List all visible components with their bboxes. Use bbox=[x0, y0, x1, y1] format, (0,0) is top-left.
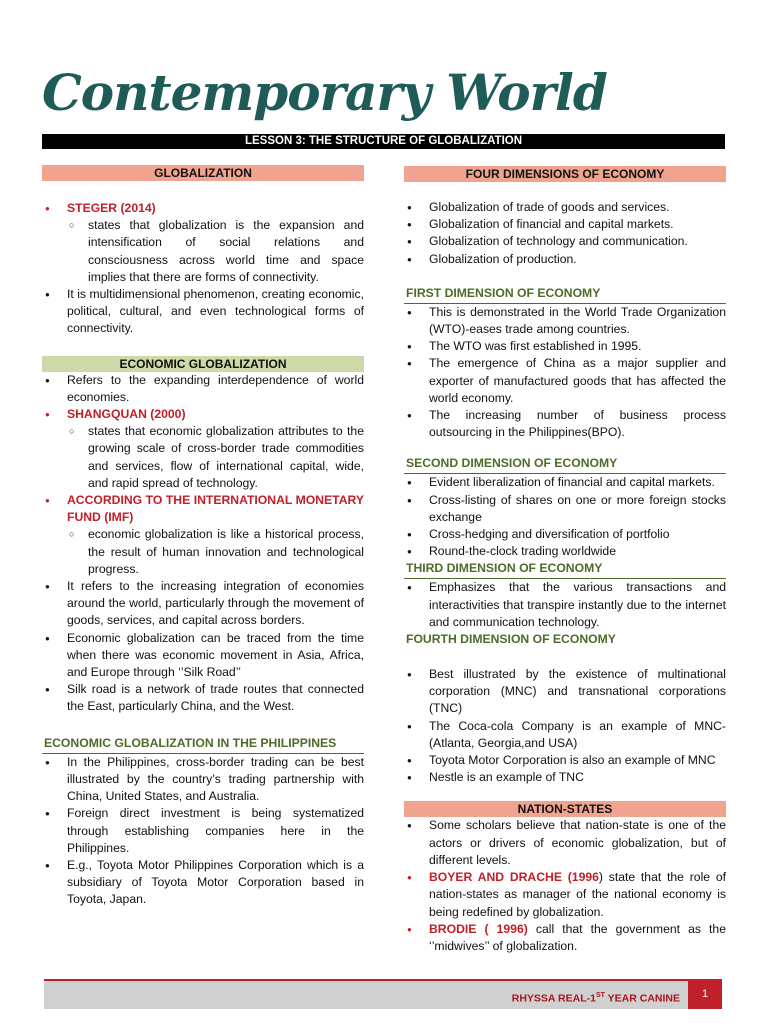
list-item: ● Economic globalization can be traced from the time when there was economic movement in Asia, Africa, and Europe through ‘’Silk Road’’ bbox=[42, 630, 364, 682]
list-item: ● Cross-hedging and diversification of portfolio bbox=[404, 526, 726, 543]
globalization-header: GLOBALIZATION bbox=[42, 165, 364, 181]
list-item: ● Emphasizes that the various transactions and interactivities that transpire instantly due to the internet and communication technology. bbox=[404, 579, 726, 631]
list-item bbox=[42, 492, 364, 526]
first-dimension-list bbox=[404, 304, 726, 442]
imf-label: ACCORDING TO THE INTERNATIONAL MONETARY FUND (IMF) bbox=[67, 493, 364, 525]
page-number: 1 bbox=[688, 979, 722, 1009]
lesson-banner: LESSON 3: THE STRUCTURE OF GLOBALIZATION bbox=[42, 134, 725, 149]
footer-author bbox=[512, 989, 680, 1006]
philippines-list bbox=[42, 754, 364, 909]
list-item: ● Foreign direct investment is being systematized through establishing companies here in the Philippines. bbox=[42, 805, 364, 857]
list-item: ● Best illustrated by the existence of multinational corporation (MNC) and transnational corporations (TNC) bbox=[404, 666, 726, 718]
list-item: ● Refers to the expanding interdependence of world economies. bbox=[42, 372, 364, 406]
list-item bbox=[404, 921, 726, 955]
list-item: ● In the Philippines, cross-border trading can be best illustrated by the country’s trading partnership with China, United States, and Australia. bbox=[42, 754, 364, 806]
list-item: ● Globalization of financial and capital markets. bbox=[404, 216, 726, 233]
globalization-list bbox=[42, 200, 364, 338]
fourth-dimension-header: FOURTH DIMENSION OF ECONOMY bbox=[406, 632, 616, 647]
fourth-dimension-list bbox=[404, 666, 726, 786]
list-item bbox=[42, 406, 364, 423]
third-dimension-list bbox=[404, 579, 726, 631]
list-item: ● Cross-listing of shares on one or more foreign stocks exchange bbox=[404, 492, 726, 526]
boyer-drache-text: ) state that the role of nation-states as manager of the national economy is being redefined by globalization. bbox=[429, 870, 726, 919]
nation-states-header: NATION-STATES bbox=[404, 801, 726, 817]
list-item: ● E.g., Toyota Motor Philippines Corporation which is a subsidiary of Toyota Motor Corporation based in Toyota, Japan. bbox=[42, 857, 364, 909]
right-column bbox=[404, 160, 726, 955]
brodie-text: call that the government as the ‘’midwives’’ of globalization. bbox=[429, 921, 726, 953]
author-year: YEAR CANINE bbox=[604, 992, 680, 1005]
second-dimension-list bbox=[404, 474, 726, 560]
list-item: ● Silk road is a network of trade routes that connected the East, particularly China, and the West. bbox=[42, 681, 364, 715]
list-item: ● Nestle is an example of TNC bbox=[404, 769, 726, 786]
first-dimension-header: FIRST DIMENSION OF ECONOMY bbox=[404, 285, 726, 304]
list-item: ● It refers to the increasing integration of economies around the world, particularly through the movement of goods, services, and capital across borders. bbox=[42, 578, 364, 630]
economic-globalization-header: ECONOMIC GLOBALIZATION bbox=[42, 356, 364, 372]
list-item: ● It is multidimensional phenomenon, creating economic, political, cultural, and even technological forms of connectivity. bbox=[42, 286, 364, 338]
list-item: ● Round-the-clock trading worldwide bbox=[404, 543, 726, 560]
list-item: ● This is demonstrated in the World Trade Organization (WTO)-eases trade among countries. bbox=[404, 304, 726, 338]
shangquan-label: SHANGQUAN (2000) bbox=[67, 407, 186, 422]
nation-states-list bbox=[404, 817, 726, 955]
list-item: ● The WTO was first established in 1995. bbox=[404, 338, 726, 355]
list-item bbox=[42, 200, 364, 217]
list-item: ○ states that globalization is the expansion and intensification of social relations and consciousness across world time and space implies that there are forms of connectivity. bbox=[42, 217, 364, 286]
four-dimensions-list bbox=[404, 199, 726, 268]
four-dimensions-header: FOUR DIMENSIONS OF ECONOMY bbox=[404, 166, 726, 182]
philippines-header: ECONOMIC GLOBALIZATION IN THE PHILIPPINES bbox=[42, 735, 364, 754]
list-item: ● Globalization of production. bbox=[404, 251, 726, 268]
boyer-drache-label: BOYER AND DRACHE (1996 bbox=[429, 870, 599, 885]
list-item: ○ states that economic globalization attributes to the growing scale of cross-border trade commodities and services, flow of international capital, wide, and rapid spread of technology. bbox=[42, 423, 364, 492]
footer-bar bbox=[44, 979, 722, 1009]
list-item: ● Some scholars believe that nation-state is one of the actors or drivers of economic globalization, but of different levels. bbox=[404, 817, 726, 869]
third-dimension-header: THIRD DIMENSION OF ECONOMY bbox=[404, 560, 726, 579]
list-item: ○ economic globalization is like a historical process, the result of human innovation and technological progress. bbox=[42, 526, 364, 578]
list-item: ● The Coca-cola Company is an example of MNC- (Atlanta, Georgia,and USA) bbox=[404, 718, 726, 752]
document-title: Contemporary World bbox=[42, 63, 607, 122]
left-column bbox=[42, 160, 364, 909]
economic-globalization-list bbox=[42, 372, 364, 716]
steger-label: STEGER (2014) bbox=[67, 201, 156, 215]
list-item: ● The increasing number of business process outsourcing in the Philippines(BPO). bbox=[404, 407, 726, 441]
list-item: ● Globalization of technology and communication. bbox=[404, 233, 726, 250]
author-ordinal: ST bbox=[595, 992, 605, 999]
list-item: ● Toyota Motor Corporation is also an example of MNC bbox=[404, 752, 726, 769]
list-item: ● Evident liberalization of financial and capital markets. bbox=[404, 474, 726, 491]
list-item: ● The emergence of China as a major supplier and exporter of manufactured goods that has affected the world economy. bbox=[404, 355, 726, 407]
list-item: ● Globalization of trade of goods and services. bbox=[404, 199, 726, 216]
brodie-label: BRODIE ( 1996) bbox=[429, 921, 528, 936]
author-name: RHYSSA REAL-1 bbox=[511, 992, 596, 1005]
second-dimension-header: SECOND DIMENSION OF ECONOMY bbox=[404, 455, 726, 474]
list-item bbox=[404, 869, 726, 921]
